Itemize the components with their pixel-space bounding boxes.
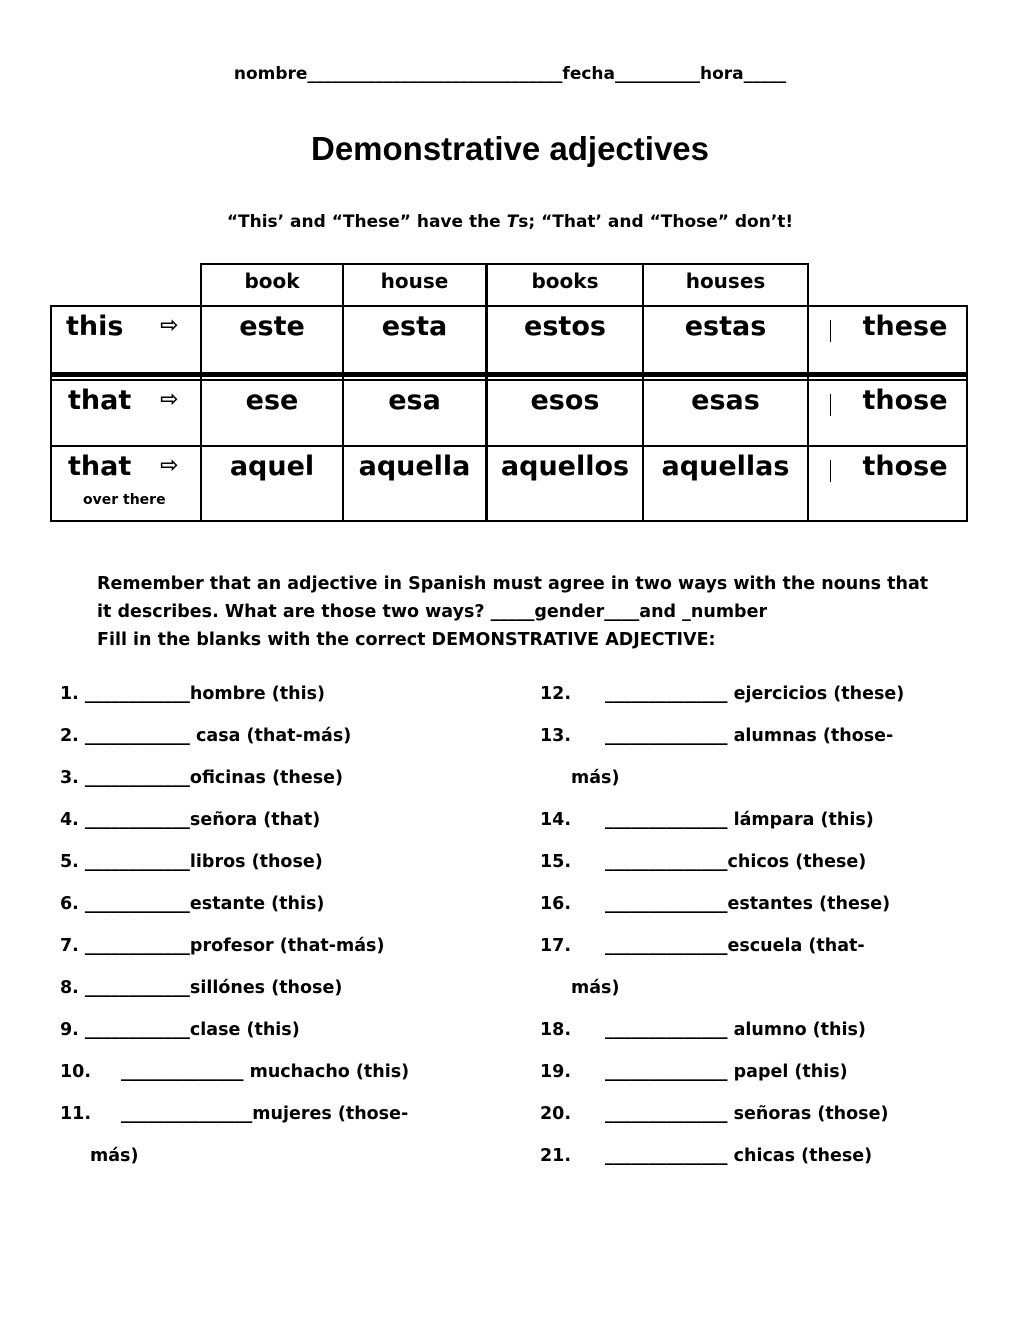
exercise-item-14[interactable]: 14. ______________ lámpara (this) — [540, 810, 874, 830]
exercise-item-1[interactable]: 1. ____________hombre (this) — [60, 684, 325, 704]
instruction-line-2: it describes. What are those two ways? _____gender____and _number — [97, 602, 768, 622]
subtitle-part1: “This’ and “These” have the — [226, 212, 507, 232]
cell-aquella: aquella — [358, 451, 471, 482]
row-label-this: this — [66, 311, 124, 342]
exercise-item-17[interactable]: 17. ______________escuela (that- — [540, 936, 865, 956]
exercise-item-2[interactable]: 2. ____________ casa (that-más) — [60, 726, 352, 746]
exercise-item-15[interactable]: 15. ______________chicos (these) — [540, 852, 867, 872]
cell-those: those — [862, 385, 948, 416]
instructions — [97, 570, 937, 654]
cell-estas: estas — [684, 311, 767, 342]
cell-aquellas: aquellas — [661, 451, 790, 482]
exercise-item-13-continued: más) — [571, 768, 620, 788]
cell-estos: estos — [524, 311, 606, 342]
name-date-hour-line — [0, 64, 1020, 84]
exercise-item-4[interactable]: 4. ____________señora (that) — [60, 810, 321, 830]
exercise-item-11-continued: más) — [90, 1146, 139, 1166]
exercise-item-16[interactable]: 16. ______________estantes (these) — [540, 894, 891, 914]
cell-these: these — [862, 311, 948, 342]
arrow-right-icon: ⇨ — [160, 313, 179, 338]
exercise-item-9[interactable]: 9. ____________clase (this) — [60, 1020, 300, 1040]
fecha-blank[interactable]: __________ — [615, 64, 700, 84]
subtitle-italic: T — [506, 212, 519, 232]
exercise-item-19[interactable]: 19. ______________ papel (this) — [540, 1062, 848, 1082]
exercise-item-13[interactable]: 13. ______________ alumnas (those- — [540, 726, 894, 746]
exercise-item-10[interactable]: 10. ______________ muchacho (this) — [60, 1062, 410, 1082]
instruction-line-1: Remember that an adjective in Spanish must agree in two ways with the nouns that — [97, 574, 929, 594]
page-title: Demonstrative adjectives — [310, 130, 709, 167]
exercise-item-6[interactable]: 6. ____________estante (this) — [60, 894, 325, 914]
row-label-that: that — [68, 385, 132, 416]
nombre-label: nombre — [233, 64, 308, 84]
exercise-item-12[interactable]: 12. ______________ ejercicios (these) — [540, 684, 905, 704]
cell-aquellos: aquellos — [500, 451, 630, 482]
hora-label: hora — [700, 64, 744, 84]
exercise-item-7[interactable]: 7. ____________profesor (that-más) — [60, 936, 385, 956]
col-header-book: book — [244, 269, 300, 293]
row-sublabel-over-there: over there — [83, 492, 166, 508]
divider-bar — [830, 460, 831, 482]
demonstrative-table — [50, 263, 968, 522]
col-header-house: house — [380, 269, 449, 293]
exercise-item-20[interactable]: 20. ______________ señoras (those) — [540, 1104, 889, 1124]
fecha-label: fecha — [562, 64, 615, 84]
arrow-right-icon: ⇨ — [160, 453, 179, 478]
cell-those-far: those — [862, 451, 948, 482]
cell-esas: esas — [691, 385, 760, 416]
nombre-blank[interactable]: ______________________________ — [307, 64, 563, 84]
row-label-that-over-there: that — [68, 451, 132, 482]
cell-esa: esa — [388, 385, 441, 416]
exercise-item-17-continued: más) — [571, 978, 620, 998]
col-header-books: books — [531, 269, 599, 293]
col-header-houses: houses — [685, 269, 766, 293]
arrow-right-icon: ⇨ — [160, 387, 179, 412]
exercise-item-18[interactable]: 18. ______________ alumno (this) — [540, 1020, 866, 1040]
divider-bar — [830, 320, 831, 342]
subtitle — [0, 212, 1020, 232]
cell-esta: esta — [381, 311, 448, 342]
cell-esos: esos — [530, 385, 600, 416]
exercise-item-5[interactable]: 5. ____________libros (those) — [60, 852, 323, 872]
hora-blank[interactable]: _____ — [743, 64, 787, 84]
cell-este: este — [239, 311, 305, 342]
subtitle-part2: s; “That’ and “Those” don’t! — [518, 212, 794, 232]
exercise-item-21[interactable]: 21. ______________ chicas (these) — [540, 1146, 873, 1166]
instruction-line-3: Fill in the blanks with the correct DEMONSTRATIVE ADJECTIVE: — [97, 630, 716, 650]
cell-ese: ese — [245, 385, 299, 416]
cell-aquel: aquel — [229, 451, 315, 482]
exercise-item-3[interactable]: 3. ____________oficinas (these) — [60, 768, 344, 788]
exercise-item-11[interactable]: 11. _______________mujeres (those- — [60, 1104, 409, 1124]
divider-bar — [830, 394, 831, 416]
exercise-item-8[interactable]: 8. ____________sillónes (those) — [60, 978, 343, 998]
